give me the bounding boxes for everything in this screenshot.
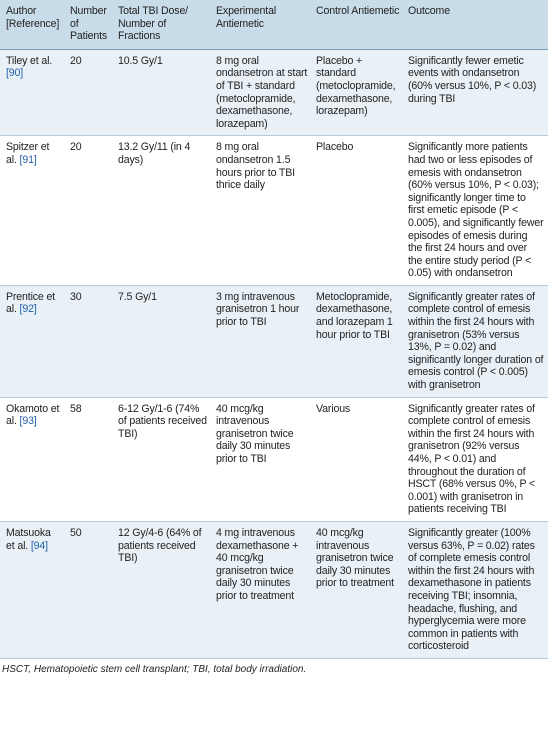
outcome-cell: Significantly fewer emetic events with ondansetron (60% versus 10%, P < 0.03) during TBI <box>404 49 548 136</box>
control-cell: 40 mcg/kg intravenous granisetron twice daily 30 minutes prior to treatment <box>312 521 404 658</box>
dose-cell: 12 Gy/4-6 (64% of patients received TBI) <box>114 521 212 658</box>
reference-link[interactable]: [93] <box>19 415 37 428</box>
table-row <box>0 285 548 397</box>
outcome-cell: Significantly greater rates of complete control of emesis within the first 24 hours with granisetron (92% versus 44%, P < 0.01) and throughout the duration of HSCT (68% versus 0%, P < 0.001) with granisetron in patients receiving TBI <box>404 397 548 521</box>
patients-cell: 30 <box>66 285 114 397</box>
header-author: Author [Reference] <box>0 0 66 49</box>
reference-link[interactable]: [90] <box>6 67 24 80</box>
outcome-cell: Significantly more patients had two or less episodes of emesis with ondansetron (60% versus 10%, P < 0.03); significantly longer time to first emetic episode (P < 0.005), and significantly fewer episodes of emesis during the first 24 hours and over the entire study period (P < 0.05) with ondansetron <box>404 136 548 286</box>
author-name: Matsuoka et al. <box>6 526 51 552</box>
experimental-cell: 8 mg oral ondansetron 1.5 hours prior to TBI thrice daily <box>212 136 312 286</box>
author-cell <box>0 397 66 521</box>
author-cell <box>0 285 66 397</box>
outcome-cell: Significantly greater (100% versus 63%, P = 0.02) rates of complete emesis control within the first 24 hours with dexamethasone in patients receiving TBI; insomnia, headache, flushing, and hyperglycemia were more common in patients with corticosteroid <box>404 521 548 658</box>
control-cell: Metoclopramide, dexamethasone, and lorazepam 1 hour prior to TBI <box>312 285 404 397</box>
header-row <box>0 0 548 49</box>
reference-link[interactable]: [92] <box>19 303 37 316</box>
header-outcome: Outcome <box>404 0 548 49</box>
header-control: Control Antiemetic <box>312 0 404 49</box>
author-name: Prentice et al. <box>6 290 55 316</box>
experimental-cell: 4 mg intravenous dexamethasone + 40 mcg/kg granisetron twice daily 30 minutes prior to treatment <box>212 521 312 658</box>
dose-cell: 7.5 Gy/1 <box>114 285 212 397</box>
footnote-abbrev-hsct: HSCT, <box>2 663 32 675</box>
table-row <box>0 397 548 521</box>
author-cell <box>0 521 66 658</box>
table-row <box>0 521 548 658</box>
reference-link[interactable]: [94] <box>30 539 48 552</box>
author-name: Okamoto et al. <box>6 402 60 428</box>
author-name: Spitzer et al. <box>6 141 50 166</box>
experimental-cell: 3 mg intravenous granisetron 1 hour prior to TBI <box>212 285 312 397</box>
experimental-cell: 8 mg oral ondansetron at start of TBI + standard (metoclopramide, dexamethasone, lorazepam) <box>212 49 312 136</box>
author-cell <box>0 136 66 286</box>
patients-cell: 58 <box>66 397 114 521</box>
table-body <box>0 49 548 658</box>
author-name: Tiley et al. <box>6 54 53 67</box>
dose-cell: 13.2 Gy/11 (in 4 days) <box>114 136 212 286</box>
header-experimental: Experimental Antiemetic <box>212 0 312 49</box>
patients-cell: 20 <box>66 49 114 136</box>
control-cell: Placebo + standard (metoclopramide, dexamethasone, lorazepam) <box>312 49 404 136</box>
control-cell: Placebo <box>312 136 404 286</box>
footnote-abbrev-tbi: TBI, <box>192 663 211 675</box>
header-patients: Number of Patients <box>66 0 114 49</box>
dose-cell: 6-12 Gy/1-6 (74% of patients received TBI) <box>114 397 212 521</box>
patients-cell: 20 <box>66 136 114 286</box>
table-header <box>0 0 548 49</box>
footnote-text-tbi: total body irradiation. <box>210 663 307 675</box>
reference-link[interactable]: [91] <box>19 153 37 166</box>
dose-cell: 10.5 Gy/1 <box>114 49 212 136</box>
table-footnote <box>0 659 548 675</box>
outcome-cell: Significantly greater rates of complete control of emesis within the first 24 hours with granisetron (53% versus 13%, P = 0.02) and significantly longer duration of emesis control (P < 0.005) with granisetron <box>404 285 548 397</box>
table-row <box>0 49 548 136</box>
header-dose: Total TBI Dose/ Number of Fractions <box>114 0 212 49</box>
experimental-cell: 40 mcg/kg intravenous granisetron twice daily 30 minutes prior to TBI <box>212 397 312 521</box>
patients-cell: 50 <box>66 521 114 658</box>
author-cell <box>0 49 66 136</box>
footnote-text-hsct: Hematopoietic stem cell transplant; <box>31 663 193 675</box>
table-row <box>0 136 548 286</box>
control-cell: Various <box>312 397 404 521</box>
